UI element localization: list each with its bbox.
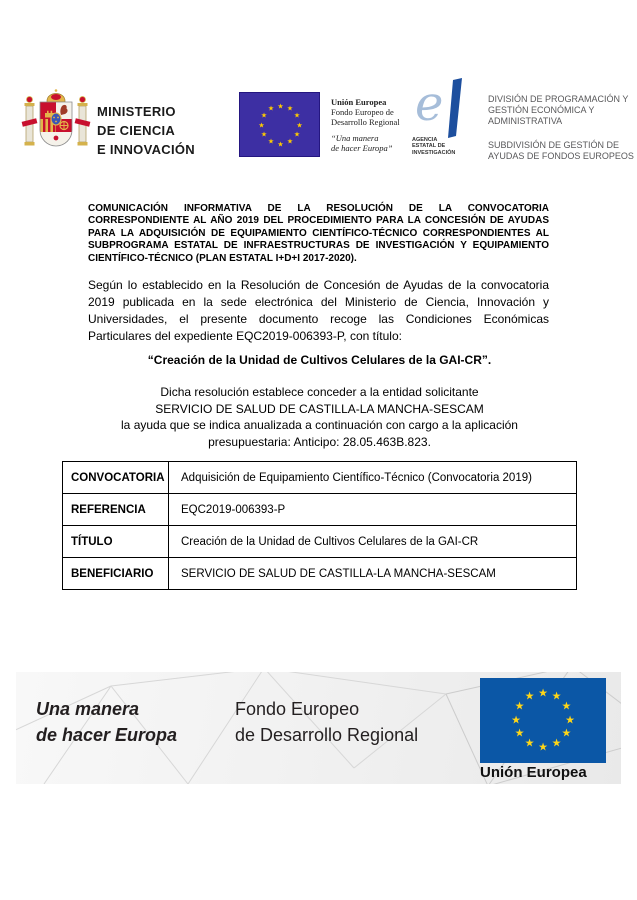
grant-beneficiary-line: SERVICIO DE SALUD DE CASTILLA-LA MANCHA-SESCAM bbox=[155, 401, 484, 416]
eu-star-icon: ★ bbox=[524, 690, 535, 703]
ministry-line: E INNOVACIÓN bbox=[97, 142, 195, 157]
eu-star-icon: ★ bbox=[286, 138, 294, 146]
eu-star-icon: ★ bbox=[258, 122, 265, 129]
details-table bbox=[62, 461, 577, 590]
eu-star-icon: ★ bbox=[267, 105, 275, 113]
row-label-referencia: REFERENCIA bbox=[63, 494, 169, 526]
row-label-convocatoria: CONVOCATORIA bbox=[63, 462, 169, 494]
footer-motto-line: de hacer Europa bbox=[36, 725, 178, 745]
eu-star-icon: ★ bbox=[293, 131, 301, 139]
eu-fund-header-text bbox=[331, 97, 400, 153]
aei-label-line: ESTATAL DE bbox=[412, 143, 446, 150]
footer-fund-name bbox=[235, 696, 418, 748]
footer-fund-line: de Desarrollo Regional bbox=[235, 725, 419, 745]
subdivision-block: SUBDIVISIÓN DE GESTIÓN DE AYUDAS DE FONDOS EUROPEOS bbox=[488, 140, 634, 161]
eu-star-icon: ★ bbox=[296, 122, 303, 129]
eu-star-icon: ★ bbox=[267, 138, 275, 146]
row-label-beneficiario: BENEFICIARIO bbox=[63, 558, 169, 590]
aei-label-line: INVESTIGACIÓN bbox=[412, 149, 456, 156]
eu-star-icon: ★ bbox=[524, 737, 535, 750]
row-value-beneficiario: SERVICIO DE SALUD DE CASTILLA-LA MANCHA-SESCAM bbox=[169, 558, 577, 590]
svg-text:e: e bbox=[415, 78, 444, 132]
eu-star-icon: ★ bbox=[260, 112, 268, 120]
aei-label-line: AGENCIA bbox=[412, 137, 438, 143]
footer-motto-line: Una manera bbox=[36, 699, 140, 719]
eu-star-icon: ★ bbox=[511, 714, 521, 726]
feder-footer-banner bbox=[16, 672, 621, 784]
eu-star-icon: ★ bbox=[538, 687, 548, 699]
row-value-referencia: EQC2019-006393-P bbox=[169, 494, 577, 526]
communication-heading: COMUNICACIÓN INFORMATIVA DE LA RESOLUCIÓN DE LA CONVOCATORIA CORRESPONDIENTE AL AÑO 2019 DEL PROCEDIMIENTO PARA LA CONCESIÓN DE AYUDAS PARA LA ADQUISICIÓN DE EQUIPAMIENTO CIENTÍFICO-TÉCNICO CORRESPONDIENTES AL SUBPROGRAMA ESTATAL DE INFRAESTRUCTURAS DE INVESTIGACIÓN Y EQUIPAMIENTO CIENTÍFICO-TÉCNICO (PLAN ESTATAL I+D+I 2017-2020). bbox=[88, 203, 549, 264]
table-row bbox=[63, 558, 577, 590]
eu-star-icon: ★ bbox=[551, 737, 562, 750]
eu-motto-line: “Una manera bbox=[331, 133, 379, 143]
division-block: DIVISIÓN DE PROGRAMACIÓN Y GESTIÓN ECONÓMICA Y ADMINISTRATIVA bbox=[488, 94, 629, 126]
grant-line: Dicha resolución establece conceder a la entidad solicitante bbox=[160, 385, 479, 399]
ministry-line: MINISTERIO bbox=[97, 104, 176, 119]
project-title: “Creación de la Unidad de Cultivos Celulares de la GAI-CR”. bbox=[147, 353, 492, 367]
ministry-title bbox=[97, 102, 195, 159]
eu-star-icon: ★ bbox=[514, 727, 525, 740]
table-row bbox=[63, 494, 577, 526]
eu-star-icon: ★ bbox=[293, 112, 301, 120]
eu-star-icon: ★ bbox=[551, 690, 562, 703]
eu-star-icon: ★ bbox=[538, 741, 548, 753]
row-value-titulo: Creación de la Unidad de Cultivos Celulares de la GAI-CR bbox=[169, 526, 577, 558]
footer-fund-line: Fondo Europeo bbox=[235, 699, 360, 719]
eu-star-icon: ★ bbox=[561, 700, 572, 713]
eu-fund-line: Desarrollo Regional bbox=[331, 117, 400, 127]
table-row bbox=[63, 462, 577, 494]
eu-union-label: Unión Europea bbox=[331, 97, 387, 107]
eu-star-icon: ★ bbox=[260, 131, 268, 139]
aei-agency-logo-icon bbox=[415, 78, 473, 140]
row-value-convocatoria: Adquisición de Equipamiento Científico-Técnico (Convocatoria 2019) bbox=[169, 462, 577, 494]
row-label-titulo: TÍTULO bbox=[63, 526, 169, 558]
eu-star-icon: ★ bbox=[561, 727, 572, 740]
eu-flag-icon bbox=[239, 92, 320, 157]
grant-budget-line: presupuestaria: Anticipo: 28.05.463B.823. bbox=[208, 434, 431, 449]
aei-agency-label bbox=[412, 137, 464, 156]
eu-flag-icon bbox=[480, 678, 606, 763]
eu-star-icon: ★ bbox=[277, 103, 284, 110]
eu-star-icon: ★ bbox=[514, 700, 525, 713]
resolution-paragraph: Según lo establecido en la Resolución de Concesión de Ayudas de la convocatoria 2019 publicada en la sede electrónica del Ministerio de Ciencia, Innovación y Universidades, el presente documento recoge las Condiciones Económicas Particulares del expediente EQC2019-006393-P, con título: bbox=[88, 278, 549, 343]
division-header-text bbox=[488, 94, 636, 162]
eu-motto-line: de hacer Europa” bbox=[331, 143, 393, 153]
eu-star-icon: ★ bbox=[565, 714, 575, 726]
footer-motto bbox=[36, 696, 177, 748]
grant-line: la ayuda que se indica anualizada a continuación con cargo a la aplicación bbox=[121, 418, 518, 432]
eu-fund-line: Fondo Europeo de bbox=[331, 107, 394, 117]
table-row bbox=[63, 526, 577, 558]
eu-star-icon: ★ bbox=[277, 141, 284, 148]
grant-statement bbox=[62, 384, 577, 450]
footer-eu-label: Unión Europea bbox=[480, 764, 587, 781]
ministry-line: DE CIENCIA bbox=[97, 123, 176, 138]
eu-star-icon: ★ bbox=[286, 105, 294, 113]
spain-coat-of-arms-icon bbox=[20, 82, 92, 166]
